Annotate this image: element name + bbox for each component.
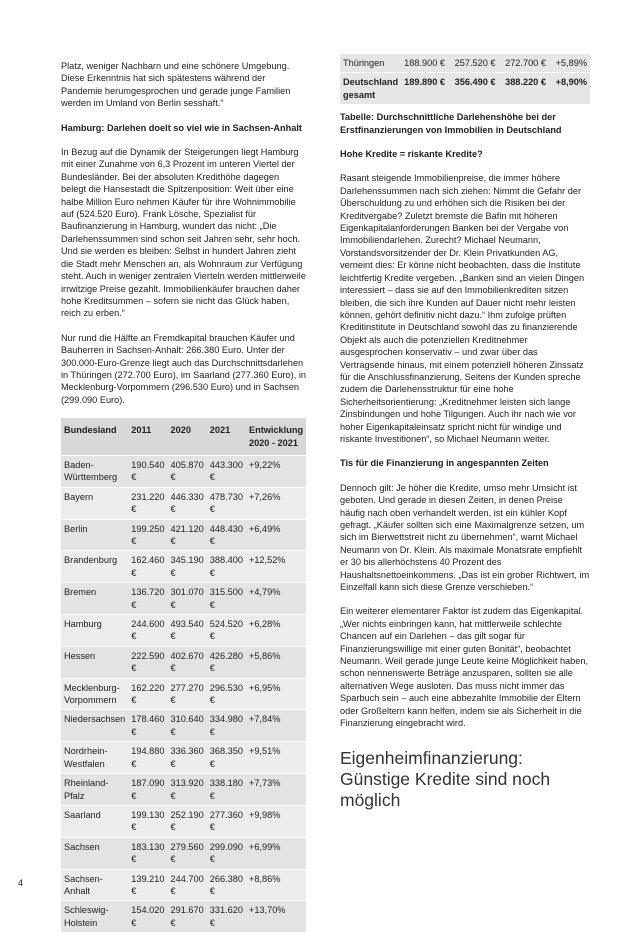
table-cell: +9,98%	[246, 805, 306, 837]
table-cell: 244.700 €	[168, 869, 207, 901]
table-cell: +7,26%	[246, 487, 306, 519]
table-cell: Bremen	[61, 583, 128, 615]
table-cell: +8,90%	[553, 73, 590, 105]
table-header-cell: Entwicklung 2020 - 2021	[246, 418, 306, 455]
table-row	[61, 710, 306, 742]
table-cell: 139.210 €	[128, 869, 167, 901]
table-cell: 313.920 €	[168, 774, 207, 806]
table-cell: +12,52%	[246, 551, 306, 583]
paragraph-tips: Dennoch gilt: Je höher die Kredite, umso mehr Umsicht ist geboten. Und gerade in diesen Zeiten, in denen Preise häufig nach oben verhandelt werden, ist ein kühler Kopf gefragt. „Käufer sollten sich eine Maximalgrenze setzen, um sich im Bierwettstreit nicht zu übernehmen“, warnt Michael Neumann von Dr. Klein. Als maximale Monatsrate empfiehlt er 30 bis allerhöchstens 40 Prozent des Haushaltsnettoeinkommens. „Das ist ein grober Richtwert, im Einzelfall kann sich diese Grenze verschieben.“	[340, 482, 590, 593]
table-cell: Bayern	[61, 487, 128, 519]
left-column	[61, 60, 306, 933]
table-cell: 345.190 €	[168, 551, 207, 583]
table-cell: 244.600 €	[128, 615, 167, 647]
table-cell: 443.300 €	[207, 455, 246, 487]
table-cell: +6,49%	[246, 519, 306, 551]
table-cell: +6,28%	[246, 615, 306, 647]
table-cell: Sachsen-Anhalt	[61, 869, 128, 901]
table-cell: 136.720 €	[128, 583, 167, 615]
table-row	[61, 455, 306, 487]
table-cell: 426.280 €	[207, 646, 246, 678]
table-cell: 178.460 €	[128, 710, 167, 742]
paragraph-hamburg: In Bezug auf die Dynamik der Steigerungen liegt Hamburg mit einer Zunahme von 6,3 Prozent im unteren Viertel der Bundesländer. Bei der absoluten Kredithöhe dagegen belegt die Hansestadt die Spitzenposition: Weit über eine halbe Million Euro nehmen Käufer für ihre Wohnimmobilie auf (524.520 Euro). Frank Lösche, Spezialist für Baufinanzierung in Hamburg, wundert das nicht: „Die Darlehenssummen sind schon seit Jahren sehr, sehr hoch. Und sie werden es bleiben: Selbst in hundert Jahren zieht die Stadt mehr Menschen an, als Wohnraum zur Verfügung steht. Auch in weniger zentralen Vierteln werden mittlerweile irrwitzige Preise gezahlt. Immobilienkäufer brauchen daher hohe Kreditsummen – sofern sie nicht das Glück haben, reich zu erben.“	[61, 147, 306, 319]
table-cell: Schleswig-Holstein	[61, 901, 128, 933]
table-cell: Baden-Württemberg	[61, 455, 128, 487]
table-cell: Hamburg	[61, 615, 128, 647]
table-header-cell: 2020	[168, 418, 207, 455]
table-row	[61, 742, 306, 774]
table-row	[61, 901, 306, 933]
table-cell: +9,51%	[246, 742, 306, 774]
table-row-total	[340, 73, 590, 105]
table-cell: 421.120 €	[168, 519, 207, 551]
table-cell: 315.500 €	[207, 583, 246, 615]
paragraph-sachsen: Nur rund die Hälfte an Fremdkapital brauchen Käufer und Bauherren in Sachsen-Anhalt: 266.380 Euro. Unter der 300.000-Euro-Grenze liegt auch das Durchschnittsdarlehen in Thüringen (272.700 Euro), im Saarland (277.360 Euro), in Mecklenburg-Vorpommern (296.530 Euro) und in Sachsen (299.090 Euro).	[61, 332, 306, 405]
table-cell: 188.900 €	[401, 54, 451, 73]
table-cell: Mecklenburg-Vorpommern	[61, 678, 128, 710]
table-cell: Brandenburg	[61, 551, 128, 583]
table-cell: 405.870 €	[168, 455, 207, 487]
table-cell: 187.090 €	[128, 774, 167, 806]
table-cell: 402.670 €	[168, 646, 207, 678]
table-row	[61, 583, 306, 615]
table-cell: Saarland	[61, 805, 128, 837]
table-cell: 277.270 €	[168, 678, 207, 710]
heading-hamburg: Hamburg: Darlehen doelt so viel wie in Sachsen-Anhalt	[61, 122, 302, 133]
table-cell: 257.520 €	[452, 54, 502, 73]
table-header-cell: 2011	[128, 418, 167, 455]
table-cell: 493.540 €	[168, 615, 207, 647]
loan-table-continued	[340, 54, 590, 105]
table-cell: 199.130 €	[128, 805, 167, 837]
table-cell: 388.400 €	[207, 551, 246, 583]
table-cell: Hessen	[61, 646, 128, 678]
paragraph-equity: Ein weiterer elementarer Faktor ist zudem das Eigenkapital. „Wer nichts einbringen kann, hat mittlerweile schlechte Chancen auf ein Darlehen – das gilt sogar für Finanzierungswillige mit einer guten Bonität“, beobachtet Neumann. Weil gerade junge Leute keine Möglichkeit haben, schon nennenswerte Beträge anzusparen, sollten sie alle alternativen Wege ausloten. Das muss nicht immer das Sparbuch sein – auch eine abbezahlte Immobilie der Eltern oder Großeltern kann helfen, indem sie als Sicherheit in die Finanzierung eingebracht wird.	[340, 606, 589, 729]
table-cell: +4,79%	[246, 583, 306, 615]
table-cell: 194.880 €	[128, 742, 167, 774]
table-cell: Nordrhein-Westfalen	[61, 742, 128, 774]
table-cell: +7,73%	[246, 774, 306, 806]
right-column	[340, 56, 590, 811]
table-cell: 310.640 €	[168, 710, 207, 742]
table-header-row	[61, 418, 306, 455]
table-cell: 252.190 €	[168, 805, 207, 837]
table-cell: +8,86%	[246, 869, 306, 901]
table-cell: 448.430 €	[207, 519, 246, 551]
table-cell: 291.670 €	[168, 901, 207, 933]
table-cell: 266.380 €	[207, 869, 246, 901]
table-cell: 334.980 €	[207, 710, 246, 742]
table-row	[61, 774, 306, 806]
table-cell: +13,70%	[246, 901, 306, 933]
table-cell: +5,89%	[553, 54, 590, 73]
table-cell: Rheinland-Pfalz	[61, 774, 128, 806]
table-cell: Thüringen	[340, 54, 401, 73]
table-header-cell: 2021	[207, 418, 246, 455]
table-cell: 446.330 €	[168, 487, 207, 519]
table-cell: +6,99%	[246, 837, 306, 869]
table-cell: 338.180 €	[207, 774, 246, 806]
table-cell: Sachsen	[61, 837, 128, 869]
heading-tips: Tis für die Finanzierung in angespannten Zeiten	[340, 458, 549, 469]
table-cell: 368.350 €	[207, 742, 246, 774]
table-row	[61, 519, 306, 551]
table-cell: 331.620 €	[207, 901, 246, 933]
table-row	[61, 646, 306, 678]
section-heading: Eigenheimfinanzierung: Günstige Kredite sind noch möglich	[340, 747, 551, 810]
table-cell: 388.220 €	[502, 73, 553, 105]
table-cell: 199.250 €	[128, 519, 167, 551]
table-cell: 524.520 €	[207, 615, 246, 647]
table-cell: 296.530 €	[207, 678, 246, 710]
table-cell: +5,86%	[246, 646, 306, 678]
loan-table	[61, 418, 306, 933]
table-caption: Tabelle: Durchschnittliche Darlehenshöhe bei der Erstfinanzierungen von Immobilien in Deutschland	[340, 112, 562, 135]
paragraph-risk: Rasant steigende Immobilienpreise, die immer höhere Darlehenssummen nach sich ziehen: Nimmt die Gefahr der Überschuldung zu und erhöhen sich die Risiken bei der Kreditvergabe? Zuletzt bremste die Bafin mit höheren Eigenkapitalanforderungen Banken bei der Vergabe von Immobiliendarlehen. Zurecht? Michael Neumann, Vorstandsvorsitzender der Dr. Klein Privatkunden AG, verneint dies: Er könne nicht beobachten, dass die Institute leichtfertig Kredite vergeben. „Banken sind an vielen Dingen interessiert – dass sie auf den Immobilienkrediten sitzen bleiben, die sich ihre Kunden auf Dauer nicht mehr leisten können, gehört definitiv nicht dazu.“ Ihm zufolge prüften Kreditinstitute in Deutschland sowohl das zu finanzierende Objekt als auch die potenziellen Kreditnehmer ausgesprochen konservativ – und zwar über das Vertragsende hinaus, mit einem potenziell höheren Zinssatz für die Anschlussfinanzierung. Seitens der Kunden spreche zudem die Darlehensstruktur für eine hohe Sicherheitsorientierung: „Kreditnehmer leisten sich lange Zinsbindungen und hohe Tilgungen. Auch ihr nach wie vor hoher Eigenkapitaleinsatz spricht nicht für windige und riskante Investitionen“, so Michael Neumann weiter.	[340, 173, 585, 444]
table-cell: 189.890 €	[401, 73, 451, 105]
table-cell: 190.540 €	[128, 455, 167, 487]
table-cell: 183.130 €	[128, 837, 167, 869]
table-row	[340, 54, 590, 73]
table-cell: 279.560 €	[168, 837, 207, 869]
table-cell: 336.360 €	[168, 742, 207, 774]
heading-risk: Hohe Kredite = riskante Kredite?	[340, 149, 483, 160]
table-cell: +6,95%	[246, 678, 306, 710]
table-header-cell: Bundesland	[61, 418, 128, 455]
table-cell: 162.220 €	[128, 678, 167, 710]
table-cell: 299.090 €	[207, 837, 246, 869]
table-cell: +9,22%	[246, 455, 306, 487]
table-cell: Berlin	[61, 519, 128, 551]
table-cell: 478.730 €	[207, 487, 246, 519]
paragraph-intro: Platz, weniger Nachbarn und eine schönere Umgebung. Diese Erkenntnis hat sich spätestens während der Pandemie herumgesprochen und gerade junge Familien werden im Umland von Berlin sesshaft.“	[61, 61, 291, 109]
table-row	[61, 805, 306, 837]
page-number: 4	[18, 878, 24, 888]
table-row	[61, 551, 306, 583]
table-cell: 231.220 €	[128, 487, 167, 519]
table-row	[61, 837, 306, 869]
table-row	[61, 869, 306, 901]
table-cell: 356.490 €	[452, 73, 502, 105]
table-cell: 222.590 €	[128, 646, 167, 678]
table-cell: 162.460 €	[128, 551, 167, 583]
table-cell: 301.070 €	[168, 583, 207, 615]
table-row	[61, 678, 306, 710]
table-cell: 154.020 €	[128, 901, 167, 933]
table-cell: +7,84%	[246, 710, 306, 742]
table-row	[61, 487, 306, 519]
table-cell: Deutschland gesamt	[340, 73, 401, 105]
table-row	[61, 615, 306, 647]
table-cell: 277.360 €	[207, 805, 246, 837]
table-cell: Niedersachsen	[61, 710, 128, 742]
table-cell: 272.700 €	[502, 54, 553, 73]
